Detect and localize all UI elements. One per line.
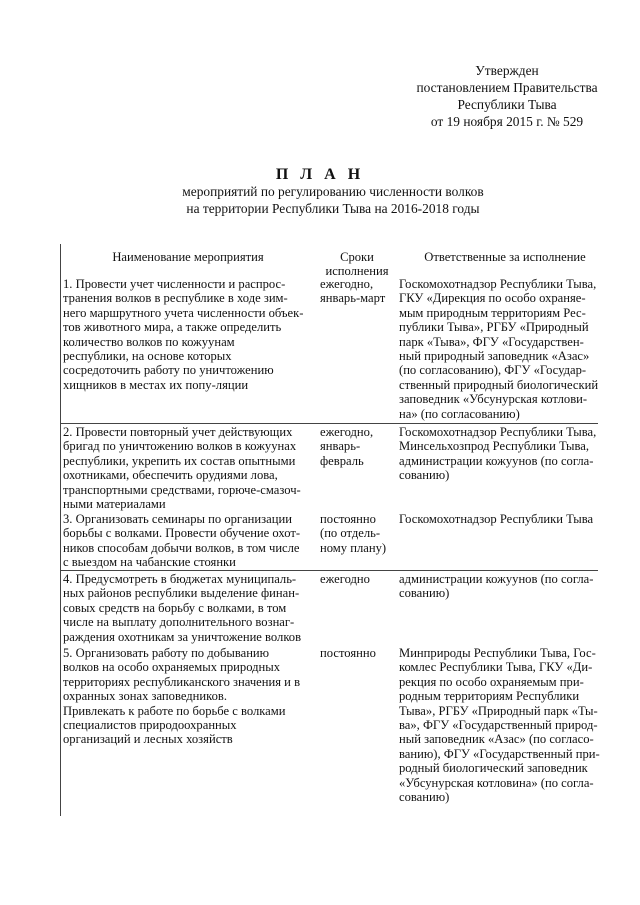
text-line: тов животного мира, а также определить [63, 320, 282, 335]
row3-responsible [399, 512, 609, 526]
row5-terms [320, 646, 390, 660]
text-line: (по отдель- [320, 526, 381, 541]
text-line: январь-март [320, 291, 386, 306]
text-line: республики, на основе которых [63, 349, 232, 364]
header-responsible: Ответственные за исполнение [424, 250, 586, 264]
text-line: волков на особо охраняемых природных [63, 660, 281, 675]
text-line: ников способам добычи волков, в том числе [63, 540, 300, 555]
text-line: 3. Организовать семинары по организации [63, 512, 292, 526]
text-line: ных районов республики выделение финан- [63, 586, 300, 601]
row4-responsible [399, 572, 609, 601]
text-line: раждения охотникам за уничтожение волков [63, 629, 302, 644]
text-line: ный природный заповедник «Азас» [399, 349, 590, 364]
row2-responsible [399, 425, 609, 483]
text-line: ственный природный биологический [399, 377, 599, 392]
row3-terms [320, 512, 390, 555]
subtitle-line: мероприятий по регулированию численности волков [182, 184, 484, 199]
text-line: родным территориям Республики [399, 689, 580, 704]
approval-block [398, 62, 616, 130]
approval-line: от 19 ноября 2015 г. № 529 [430, 114, 584, 129]
text-line: (по согласованию), ФГУ «Государ- [399, 363, 587, 378]
text-line: совых средств на борьбу с волками, в том [63, 600, 287, 615]
row4-name [63, 572, 313, 644]
header-terms-line: Сроки [340, 250, 374, 264]
text-line: публики Тыва», РГБУ «Природный [399, 320, 589, 335]
text-line: постоянно [320, 512, 376, 526]
text-line: 1. Провести учет численности и распрос- [63, 277, 286, 291]
row5-name [63, 646, 313, 747]
text-line: сованию) [399, 790, 450, 805]
row3-name [63, 512, 313, 570]
text-line: Минсельхозпрод Республики Тыва, [399, 439, 590, 454]
text-line: специалистов природоохранных [63, 718, 237, 733]
text-line: ежегодно [320, 572, 370, 586]
text-line: рекция по особо охраняемым при- [399, 674, 584, 689]
header-terms-line: исполнения [325, 264, 389, 278]
text-line: территориях республиканского значения и в [63, 674, 301, 689]
row2-name [63, 425, 313, 511]
row-divider [60, 570, 598, 571]
approval-line: Республики Тыва [457, 97, 557, 112]
text-line: постоянно [320, 646, 376, 660]
text-line: сованию) [399, 468, 450, 483]
text-line: Минприроды Республики Тыва, Гос- [399, 646, 596, 660]
text-line: февраль [320, 453, 364, 468]
row1-responsible [399, 277, 609, 421]
text-line: администрации кожуунов (по согла- [399, 572, 594, 586]
plan-subtitle [0, 183, 640, 217]
text-line: комлес Республики Тыва, ГКУ «Ди- [399, 660, 593, 675]
row4-terms [320, 572, 390, 586]
subtitle-line: на территории Республики Тыва на 2016-2018 годы [186, 201, 480, 216]
text-line: январь- [320, 439, 361, 454]
text-line: охотниками, обеспечить орудиями лова, [63, 468, 278, 483]
text-line: организаций и лесных хозяйств [63, 732, 233, 747]
text-line: сосредоточить работу по уничтожению [63, 363, 274, 378]
text-line: ежегодно, [320, 425, 374, 439]
text-line: парк «Тыва», ФГУ «Государствен- [399, 334, 584, 349]
table-left-border [60, 244, 61, 816]
text-line: родный биологический заповедник [399, 761, 588, 776]
approval-line: постановлением Правительства [416, 80, 598, 95]
text-line: администрации кожуунов (по согла- [399, 453, 594, 468]
row1-terms [320, 277, 390, 306]
text-line: ный заповедник «Азас» (по согласо- [399, 732, 594, 747]
row5-responsible [399, 646, 609, 804]
header-terms [312, 250, 402, 278]
text-line: 5. Организовать работу по добыванию [63, 646, 270, 660]
text-line: ванию), ФГУ «Государственный при- [399, 746, 600, 761]
approval-line: Утвержден [475, 63, 539, 78]
text-line: Госкомохотнадзор Республики Тыва, [399, 277, 597, 291]
text-line: мым природным территориям Рес- [399, 305, 586, 320]
text-line: хищников в местах их попу-ляции [63, 377, 249, 392]
text-line: борьбы с волками. Провести обучение охот- [63, 526, 301, 541]
text-line: ному плану) [320, 540, 387, 555]
text-line: ГКУ «Дирекция по особо охраняе- [399, 291, 586, 306]
row1-name [63, 277, 313, 392]
text-line: охранных зонах заповедников. [63, 689, 228, 704]
text-line: бригад по уничтожению волков в кожуунах [63, 439, 297, 454]
text-line: транспортными средствами, горюче-смазоч- [63, 482, 301, 497]
text-line: с выездом на чабанские стоянки [63, 555, 236, 570]
text-line: заповедник «Убсунурская котлови- [399, 392, 588, 407]
text-line: Госкомохотнадзор Республики Тыва [399, 512, 594, 526]
text-line: ными материалами [63, 497, 166, 512]
text-line: него маршрутного учета численности объек- [63, 305, 304, 320]
text-line: на» (по согласованию) [399, 406, 520, 421]
header-name: Наименование мероприятия [112, 250, 264, 264]
plan-title: П Л А Н [275, 166, 365, 183]
row-divider [60, 423, 598, 424]
text-line: 4. Предусмотреть в бюджетах муниципаль- [63, 572, 297, 586]
text-line: Госкомохотнадзор Республики Тыва, [399, 425, 597, 439]
text-line: 2. Провести повторный учет действующих [63, 425, 293, 439]
text-line: ва», ФГУ «Государственный природ- [399, 718, 598, 733]
text-line: числе на выплату дополнительного вознаг- [63, 615, 295, 630]
row2-terms [320, 425, 390, 468]
text-line: «Убсунурская котловина» (по согла- [399, 775, 594, 790]
text-line: сованию) [399, 586, 450, 601]
text-line: количество волков по кожуунам [63, 334, 235, 349]
text-line: Тыва», РГБУ «Природный парк «Ты- [399, 703, 598, 718]
text-line: Привлекать к работе по борьбе с волками [63, 703, 286, 718]
text-line: транения волков в республике в ходе зим- [63, 291, 288, 306]
text-line: республики, укрепить их состав опытными [63, 453, 296, 468]
text-line: ежегодно, [320, 277, 374, 291]
